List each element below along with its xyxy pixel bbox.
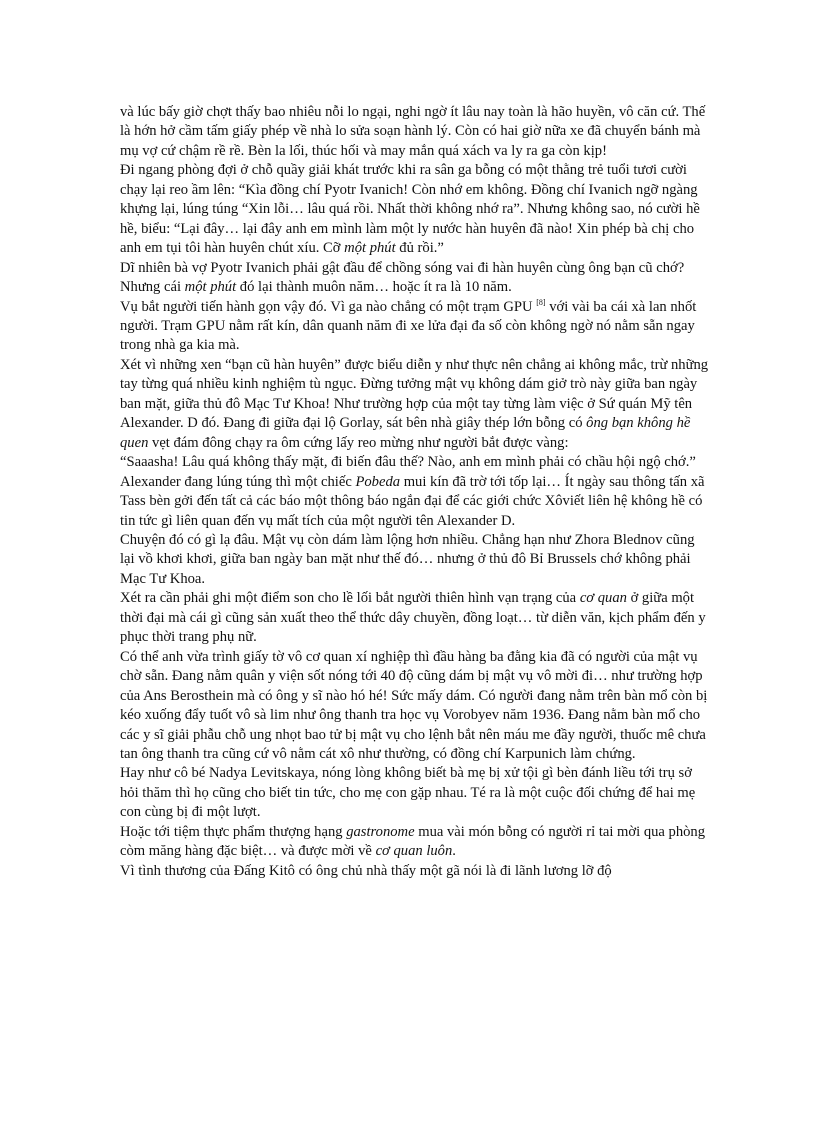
paragraph-9 xyxy=(120,589,712,647)
paragraph-3 xyxy=(120,259,712,298)
paragraph-text: Vì tình thương của Đấng Kitô có ông chủ nhà thấy một gã nói là đi lãnh lương lỡ độ xyxy=(120,862,612,879)
italic-text: gastronome xyxy=(346,823,415,840)
paragraph-text: Dĩ nhiên bà vợ Pyotr Ivanich phải gật đầu để chồng sóng vai đi hàn huyên cùng ông bạn cũ chớ? Nhưng cái xyxy=(120,259,685,296)
paragraph-text: đủ rồi.” xyxy=(395,240,444,257)
paragraph-text: Đi ngang phòng đợi ở chỗ quầy giải khát trước khi ra sân ga bỗng có một thằng trẻ tuổi tươi cười chạy lại reo ầm lên: “Kìa đồng chí Pyotr Ivanich! Còn nhớ em không. Đồng chí Ivanich ngỡ ngàng khựng lại, lúng túng “Xin lỗi… lâu quá rồi. Nhất thời không nhớ ra”. Nhưng không sao, nó cười hề hề, biểu: “Lại đây… lại đây anh em mình làm một ly nước hàn huyên đã nào! Xin phép bà chị cho anh em tụi tôi hàn huyên chút xíu. Cỡ xyxy=(120,162,700,257)
paragraph-text: Vụ bắt người tiến hành gọn vậy đó. Vì ga nào chẳng có một trạm GPU xyxy=(120,298,537,315)
italic-text: cơ quan luôn xyxy=(375,843,453,860)
paragraph-8 xyxy=(120,531,712,589)
paragraph-text: với vài ba cái xà lan nhốt người. Trạm GPU nằm rất kín, dân quanh năm đi xe lửa đại đa số còn không ngờ nó nằm sẵn ngay trong nhà ga kia mà. xyxy=(120,298,697,354)
paragraph-text: mua vài món bỗng có người rỉ tai mời qua phòng còm măng hàng đặc biệt… và được mời về xyxy=(120,823,706,860)
paragraph-6 xyxy=(120,453,712,472)
paragraph-text: và lúc bấy giờ chợt thấy bao nhiêu nỗi lo ngại, nghi ngờ ít lâu nay toàn là hão huyền, vô căn cứ. Thế là hớn hở cầm tấm giấy phép về nhà lo sửa soạn hành lý. Còn có hai giờ nữa xe đã chuyển bánh mà mụ vợ cứ chậm rề rề. Bèn la lối, thúc hối và may mắn quá xách va ly ra ga còn kịp! xyxy=(120,104,706,159)
paragraph-text: Xét ra cần phải ghi một điểm son cho lề lối bắt người thiên hình vạn trạng của xyxy=(120,590,580,607)
italic-text: một phút xyxy=(344,240,396,257)
paragraph-4 xyxy=(120,298,712,356)
paragraph-1 xyxy=(120,103,712,161)
paragraph-text: đó lại thành muôn năm… hoặc ít ra là 10 năm. xyxy=(236,279,512,296)
paragraph-text: mui kín đã trờ tới tốp lại… Ít ngày sau thông tấn xã Tass bèn gởi đến tất cả các báo một thông báo ngắn đại để các giới chức Xôviết liên hệ không hề có tin tức gì liên quan đến vụ mất tích của một người tên Alexander D. xyxy=(120,473,705,529)
paragraph-12 xyxy=(120,823,712,862)
paragraph-11 xyxy=(120,764,712,822)
footnote-reference[interactable]: [8] xyxy=(536,297,546,307)
italic-text: một phút xyxy=(184,279,237,296)
paragraph-text: Alexander đang lúng túng thì một chiếc xyxy=(120,473,356,490)
paragraph-text: Hay như cô bé Nadya Levitskaya, nóng lòng không biết bà mẹ bị xử tội gì bèn đánh liều tới trụ sở hỏi thăm thì họ cũng cho biết tin tức, cho mẹ con gặp nhau. Té ra là một cuộc đối chứng để hai mẹ con cùng bị đi một lượt. xyxy=(120,765,696,821)
paragraph-2 xyxy=(120,161,712,258)
paragraph-text: Hoặc tới tiệm thực phẩm thượng hạng xyxy=(120,823,347,840)
paragraph-text: Xét vì những xen “bạn cũ hàn huyên” được biểu diễn y như thực nên chẳng ai không mắc, trừ những tay từng quá nhiều kinh nghiệm tù ngục. Đừng tưởng mật vụ không dám giở trò này giữa ban ngày ban mặt, giữa thủ đô Mạc Tư Khoa! Như trường hợp của một tay từng làm việc ở Sứ quán Mỹ tên Alexander. D đó. Đang đi giữa đại lộ Gorlay, sát bên nhà giây thép lớn bỗng có xyxy=(120,356,709,432)
italic-text: Pobeda xyxy=(355,473,401,490)
paragraph-13 xyxy=(120,862,712,881)
paragraph-text: Có thể anh vừa trình giấy tờ vô cơ quan xí nghiệp thì đầu hàng ba đằng kia đã có người của mật vụ chờ sẵn. Đang nằm quân y viện sốt nóng tới 40 độ cũng dám bị mật vụ vô mời đi… như trường hợp của Ans Berosthein mà có ông y sĩ nào hó hé! Sức mấy dám. Có người đang nằm trên bàn mổ còn bị kéo xuống đẩy tuốt vô sà lim như ông thanh tra học vụ Vorobyev năm 1936. Đang nằm bàn mổ cho các y sĩ giải phẫu chỗ ung nhọt bao tử bị mật vụ cho lệnh bắt nên máu me đầy người, thuốc mê chưa tan ông thanh tra cũng cứ vô nằm cát xô như thường, có đồng chí Karpunich làm chứng. xyxy=(120,648,708,762)
italic-text: cơ quan xyxy=(579,590,627,607)
italic-text: ông bạn không hề quen xyxy=(120,415,691,451)
document-page xyxy=(120,103,712,881)
paragraph-text: ở giữa một thời đại mà cái gì cũng sản xuất theo thể thức dây chuyền, đồng loạt… từ diễn văn, kịch phẩm đến y phục thời trang phụ nữ. xyxy=(120,590,706,646)
paragraph-text: . xyxy=(452,843,456,860)
paragraph-10 xyxy=(120,648,712,765)
paragraph-text: vẹt đám đông chạy ra ôm cứng lấy reo mừng như người bắt được vàng: xyxy=(148,434,569,451)
paragraph-text: “Saaasha! Lâu quá không thấy mặt, đi biến đâu thế? Nào, anh em mình phải có chầu hội ngộ chớ.” xyxy=(120,454,696,471)
paragraph-5 xyxy=(120,356,712,453)
paragraph-text: Chuyện đó có gì lạ đâu. Mật vụ còn dám làm lộng hơn nhiều. Chẳng hạn như Zhora Blednov cũng lại vồ khơi khơi, giữa ban ngày ban mặt như thế đó… nhưng ở thủ đô Bỉ Brussels chớ không phải Mạc Tư Khoa. xyxy=(120,531,695,587)
paragraph-7 xyxy=(120,473,712,531)
